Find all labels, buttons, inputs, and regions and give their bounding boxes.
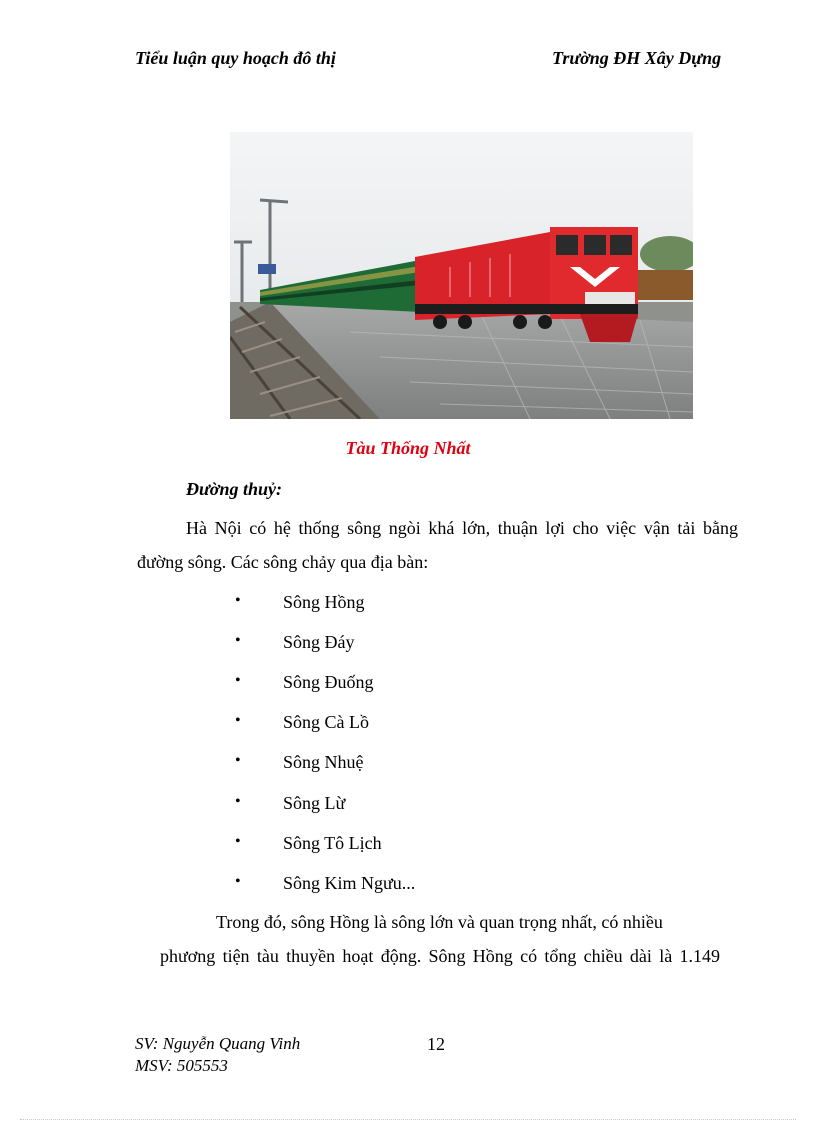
list-item [0,592,600,616]
bullet: • [235,833,241,850]
list-item [0,793,600,817]
closing-line-2: phương tiện tàu thuyền hoạt động. Sông Hồng có tổng chiều dài là 1.149 [160,946,720,966]
list-item [0,672,600,696]
intro-line-1: Hà Nội có hệ thống sông ngòi khá lớn, thuận lợi cho việc vận tải bằng [186,518,738,538]
page-bottom-divider [20,1119,796,1120]
list-item [0,632,600,656]
closing-line-1: Trong đó, sông Hồng là sông lớn và quan trọng nhất, có nhiều [216,912,663,932]
train-photo [230,132,693,419]
footer-student-name: SV: Nguyễn Quang Vinh [135,1034,301,1053]
river-name: Sông Đuống [283,672,374,692]
river-name: Sông Đáy [283,632,355,652]
bullet: • [235,672,241,689]
bullet: • [235,632,241,649]
header-title-left: Tiểu luận quy hoạch đô thị [135,48,336,68]
list-item [0,833,600,857]
river-name: Sông Lừ [283,793,346,813]
list-item [0,752,600,776]
river-name: Sông Cà Lồ [283,712,370,732]
list-item [0,873,600,897]
bullet: • [235,592,241,609]
freight-wagon [635,270,693,300]
river-name: Sông Nhuệ [283,752,364,772]
bullet: • [235,752,241,769]
page-number: 12 [427,1034,445,1054]
river-name: Sông Hồng [283,592,365,612]
figure-caption: Tàu Thống Nhất [345,438,471,458]
bullet: • [235,793,241,810]
intro-line-2: đường sông. Các sông chảy qua địa bàn: [137,552,429,572]
list-item [0,712,600,736]
station-sign [258,264,276,274]
bullet: • [235,712,241,729]
train-illustration [230,132,693,419]
bullet: • [235,873,241,890]
river-name: Sông Kim Ngưu... [283,873,416,893]
river-name: Sông Tô Lịch [283,833,382,853]
header-title-right: Trường ĐH Xây Dựng [552,48,722,68]
section-heading: Đường thuỷ: [186,479,282,499]
footer-student-id: MSV: 505553 [135,1056,228,1075]
